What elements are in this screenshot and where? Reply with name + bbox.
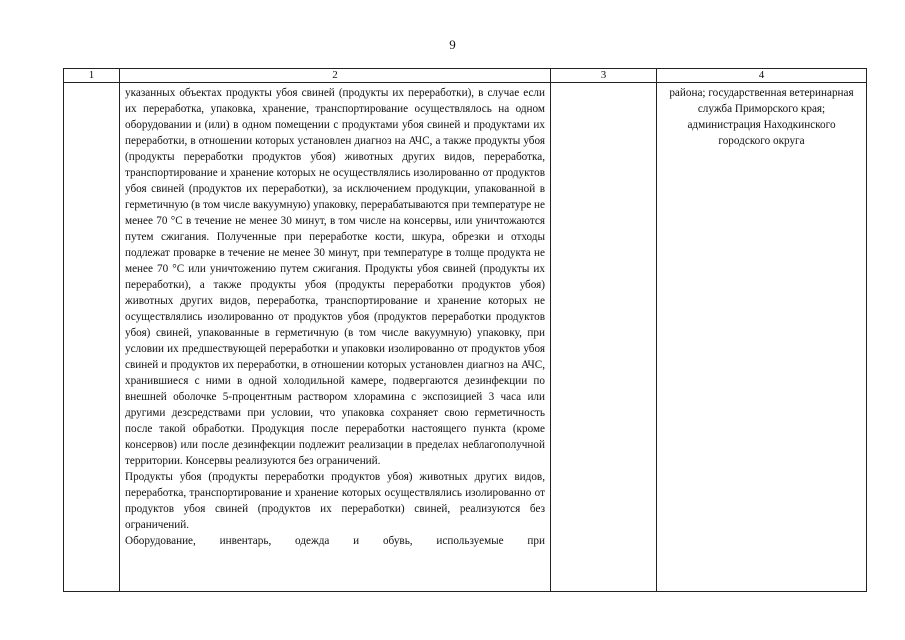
measures-paragraph: Оборудование, инвентарь, одежда и обувь, используемые при [125,535,545,547]
column-header-2: 2 [120,69,551,83]
column-header-4: 4 [657,69,867,83]
table-header-row [64,69,867,83]
cell-col4 [657,83,867,592]
table-row [64,83,867,592]
responsible-parties-text: района; государственная ветеринарная служба Приморского края; администрация Находкинского городского округа [669,87,854,147]
measures-paragraph: указанных объектах продукты убоя свиней (продукты их переработки), в случае если их переработка, упаковка, хранение, транспортирование осуществлялось на одном оборудовании и (или) в одном помещении с продуктами убоя свиней и продуктами их переработки, в отношении которых установлен диагноз на АЧС, а также продукты убоя (продукты переработки продуктов убоя) животных других видов, переработка, транспортирование и хранение которых не осуществлялись изолированно от продуктов убоя свиней (продуктов их переработки), за исключением продукции, упакованной в герметичную (в том числе вакуумную) упаковку, перерабатываются при температуре не менее 70 °С в течение не менее 30 минут, в том числе на консервы, или уничтожаются путем сжигания. Полученные при переработке кости, шкура, обрезки и отходы подлежат проварке в течение не менее 30 минут, при температуре в толще продукта не менее 70 °С или уничтожению путем сжигания. Продукты убоя свиней (продукты их переработки), а также продукты убоя (продукты переработки продуктов убоя) животных других видов, переработка, транспортирование и хранение которых не осуществлялись изолированно от продуктов убоя (продуктов переработки продуктов убоя) свиней, упакованные в герметичную (в том числе вакуумную) упаковку, при условии их предшествующей переработки и упаковки изолированно от продуктов убоя свиней и продуктов их переработки, в отношении которых установлен диагноз на АЧС, хранившиеся с ними в одной холодильной камере, подвергаются дезинфекции по внешней оболочке 5-процентным раствором хлорамина с экспозицией 3 часа или другими дезсредствами при условии, что упаковка сохраняет свою герметичность после такой обработки. Продукция после переработки настоящего пункта (кроме консервов) или после дезинфекции подлежит реализации в пределах неблагополучной территории. Консервы реализуются без ограничений. [125,87,545,467]
column-header-1: 1 [64,69,120,83]
cell-col2 [120,83,551,592]
measures-paragraph: Продукты убоя (продукты переработки продуктов убоя) животных других видов, переработка, транспортирование и хранение которых осуществлялись изолированно от продуктов убоя свиней (продуктов их переработки) свиней, реализуются без ограничений. [125,471,545,531]
measures-table [63,68,867,592]
cell-col1 [64,83,120,592]
cell-col3 [551,83,657,592]
page-number: 9 [449,37,456,52]
column-header-3: 3 [551,69,657,83]
